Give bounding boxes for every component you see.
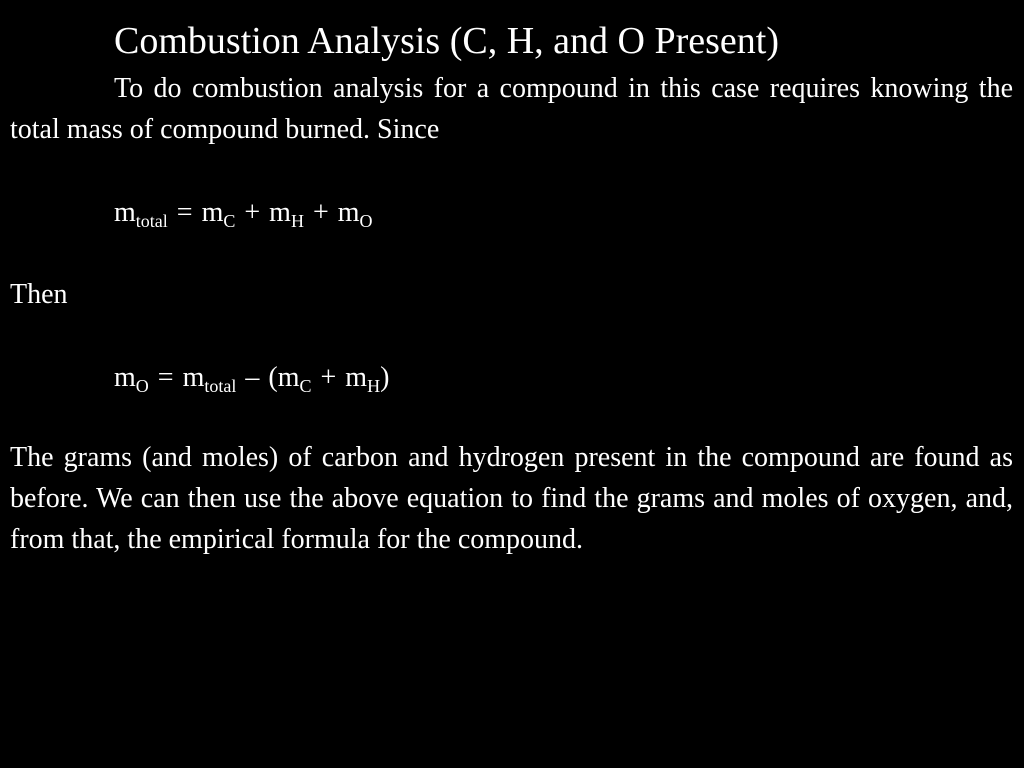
m-h-symbol: $m_H$ <box>345 362 381 396</box>
m-total-symbol: $m_{total}$ <box>114 197 168 231</box>
minus-sign: – <box>245 362 260 393</box>
intro-paragraph: To do combustion analysis for a compound in this case requires knowing the total mass of compound burned. Since <box>10 73 1013 145</box>
slide-title: Combustion Analysis (C, H, and O Present) <box>114 20 779 62</box>
equals-sign: = <box>176 197 193 228</box>
closing-paragraph: The grams (and moles) of carbon and hydrogen present in the compound are found as before. We can then use the above equation to find the grams and moles of oxygen, and, from that, the empirical formula for the compound. <box>10 442 1013 555</box>
oxygen-mass-equation <box>114 357 389 398</box>
total-mass-equation <box>114 192 373 233</box>
close-paren: ) <box>380 362 390 393</box>
m-c-symbol: $m_C$ <box>201 197 236 231</box>
m-o-symbol: $m_O$ <box>337 197 373 231</box>
m-total-symbol: $m_{total}$ <box>182 362 237 396</box>
plus-sign: + <box>320 362 337 393</box>
open-paren: ( <box>268 362 278 393</box>
m-h-symbol: $m_H$ <box>269 197 304 231</box>
plus-sign: + <box>312 197 329 228</box>
m-c-symbol: $m_C$ <box>277 362 312 396</box>
equals-sign: = <box>157 362 174 393</box>
m-o-symbol: $m_O$ <box>114 362 149 396</box>
plus-sign: + <box>244 197 261 228</box>
then-label: Then <box>10 279 68 310</box>
